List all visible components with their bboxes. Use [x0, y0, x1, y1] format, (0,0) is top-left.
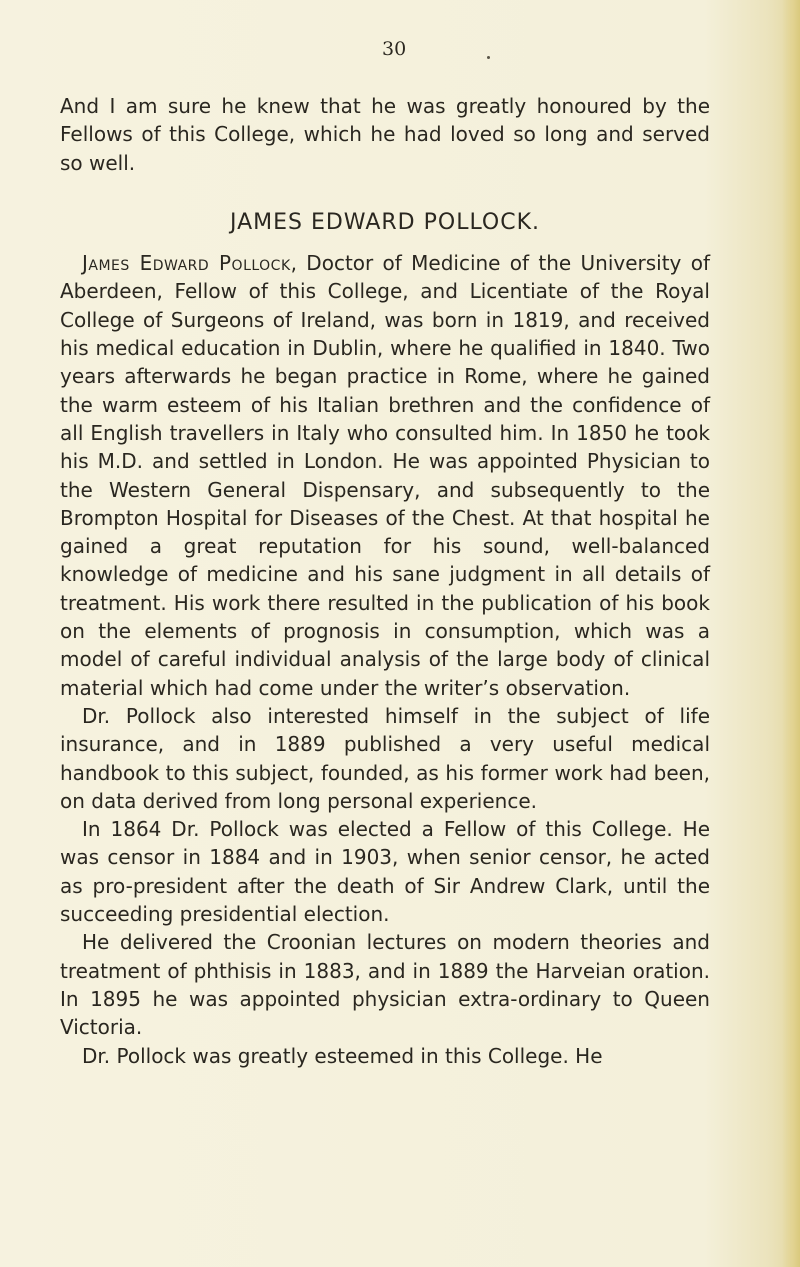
- page-number: 30: [382, 38, 407, 60]
- body-text: [60, 92, 710, 1070]
- bio-paragraph-text: , Doctor of Medicine of the University of Aberdeen, Fellow of this College, and Licentiate of the Royal College of Surgeons of Ireland, was born in 1819, and received his medical education in Dublin, where he qualified in 1840. Two years afterwards he began practice in Rome, where he gained the warm esteem of his Italian brethren and the confidence of all English travellers in Italy who consulted him. In 1850 he took his M.D. and settled in London. He was appointed Physician to the Western General Dispensary, and subsequently to the Brompton Hospital for Diseases of the Chest. At that hospital he gained a great reputation for his sound, well-balanced knowledge of medicine and his sane judgment in all details of treatment. His work there resulted in the publication of his book on the elements of prognosis in consumption, which was a model of careful individual analysis of the large body of clinical material which had come under the writer’s observation.: [60, 251, 710, 700]
- page-edge-discoloration: [782, 0, 800, 1267]
- section-heading: JAMES EDWARD POLLOCK.: [229, 209, 541, 235]
- bio-name: James Edward Pollock: [82, 251, 291, 276]
- insurance-paragraph: Dr. Pollock also interested himself in the subject of life insurance, and in 1889 published a very useful medical handbook to this subject, founded, as his former work had been, on data derived from long personal experience.: [60, 703, 710, 813]
- fellowship-paragraph: In 1864 Dr. Pollock was elected a Fellow of this College. He was censor in 1884 and in 1903, when senior censor, he acted as pro-president after the death of Sir Andrew Clark, until the succeeding presidential election.: [60, 817, 710, 927]
- closing-paragraph: Dr. Pollock was greatly esteemed in this College. He: [82, 1043, 603, 1068]
- ink-speck: [487, 56, 490, 59]
- bio-paragraph: [60, 249, 710, 702]
- opening-paragraph: And I am sure he knew that he was greatly honoured by the Fellows of this College, which he had loved so long and served so well.: [60, 94, 710, 175]
- lectures-paragraph: He delivered the Croonian lectures on modern theories and treatment of phthisis in 1883, and in 1889 the Harveian oration. In 1895 he was appointed physician extra-ordinary to Queen Victoria.: [60, 930, 710, 1040]
